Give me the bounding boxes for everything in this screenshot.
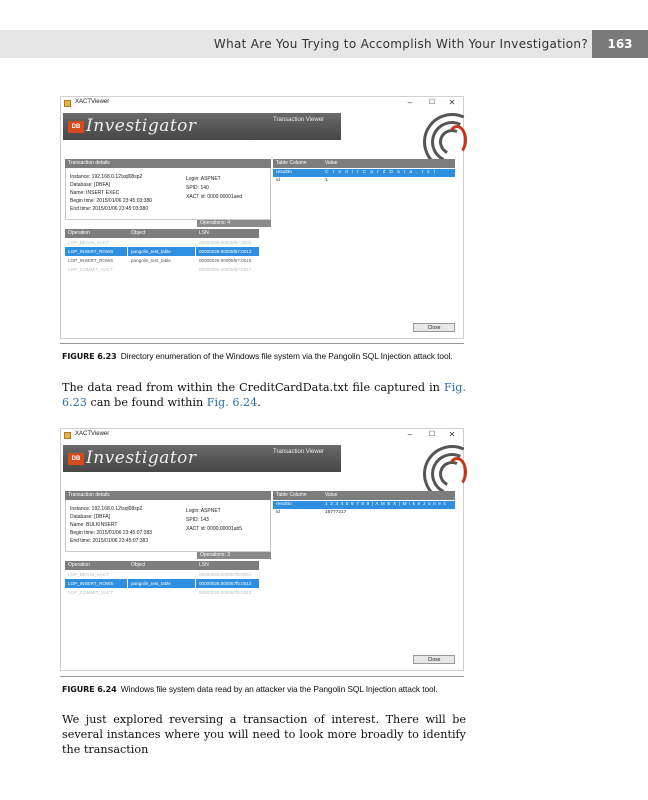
signal-arc-accent-icon (447, 457, 467, 487)
row-value: 16777217 (325, 510, 347, 515)
table-row[interactable] (273, 177, 455, 185)
details-header: Transaction details (65, 491, 271, 500)
row-object: pangolin_test_table (131, 249, 171, 254)
logo-text: Investigator (86, 448, 197, 468)
operations-count: Operations: 4 (197, 220, 271, 227)
caption-label: FIGURE 6.23 (62, 352, 117, 361)
col-object-header[interactable]: Object (131, 562, 146, 568)
maximize-icon[interactable]: ☐ (428, 431, 436, 438)
view-title: Transaction Viewer (273, 449, 325, 455)
end-time-value: End time: 2015/01/06 23:45:07:383 (70, 538, 149, 544)
logo-text: Investigator (86, 116, 197, 136)
table-row-selected[interactable] (273, 169, 455, 177)
paragraph-text: can be found within (86, 396, 207, 409)
col-object-header[interactable]: Object (131, 230, 146, 236)
row-object: pangolin_test_table (131, 258, 171, 263)
window-title: XACTViewer (75, 431, 110, 437)
table-row-selected[interactable] (65, 579, 259, 588)
row-column-name: id (276, 178, 280, 183)
app-banner (63, 113, 341, 140)
table-row[interactable] (65, 256, 259, 265)
row-operation: LOP_INSERT_ROWS (68, 258, 114, 263)
col-lsn-header[interactable]: LSN (199, 562, 209, 568)
spid-value: SPID: 140 (186, 185, 209, 191)
figure-caption-6-24 (62, 684, 482, 694)
table-row-selected[interactable] (65, 247, 259, 256)
column-divider (195, 579, 196, 588)
close-icon[interactable]: ✕ (448, 98, 456, 107)
col-operation-header[interactable]: Operation (68, 230, 90, 236)
caption-text: Directory enumeration of the Windows file system via the Pangolin SQL Injection attack tool. (120, 351, 453, 361)
figure-link[interactable]: Fig. 6.23 (62, 381, 466, 409)
instance-value: Instance: 192.168.0.12\sql08sp2 (70, 506, 143, 512)
begin-time-value: Begin time: 2015/01/06 23:45:03:380 (70, 198, 153, 204)
grid-header (65, 229, 259, 238)
grid-header (65, 561, 259, 570)
table-row[interactable] (273, 509, 455, 517)
column-divider (127, 579, 128, 588)
col-operation-header[interactable]: Operation (68, 562, 90, 568)
login-value: Login: ASPNET (186, 176, 221, 182)
row-lsn: 00000026:00005f87:0017 (199, 267, 252, 272)
row-operation: LOP_BEGIN_XACT (68, 572, 109, 577)
table-row[interactable] (65, 570, 259, 579)
page-number: 163 (592, 30, 648, 58)
row-value: 1 (325, 178, 328, 183)
table-row[interactable] (65, 265, 259, 274)
details-header: Transaction details (65, 159, 271, 168)
paragraph-1 (62, 380, 466, 410)
row-column-name: resultto (276, 170, 292, 175)
transaction-details (65, 168, 271, 220)
caption-text: Windows file system data read by an attacker via the Pangolin SQL Injection attack tool. (120, 684, 438, 694)
close-button[interactable]: Close (413, 323, 455, 332)
row-column-name: resultto (276, 502, 292, 507)
close-button[interactable]: Close (413, 655, 455, 664)
database-value: Database: [DBFA] (70, 182, 111, 188)
maximize-icon[interactable]: ☐ (428, 99, 436, 106)
instance-value: Instance: 192.168.0.12\sql08sp2 (70, 174, 143, 180)
table-row[interactable] (65, 238, 259, 247)
running-header (0, 30, 648, 58)
row-operation: LOP_INSERT_ROWS (68, 249, 114, 254)
paragraph-text: The data read from within the CreditCardData.txt file captured in (62, 381, 444, 394)
operations-count: Operations: 3 (197, 552, 271, 559)
minimize-icon[interactable]: – (407, 430, 413, 439)
row-column-name: id (276, 510, 280, 515)
row-lsn: 00000026:000057fb:0001 (199, 572, 252, 577)
begin-time-value: Begin time: 2015/01/06 23:45:07:383 (70, 530, 153, 536)
app-banner (63, 445, 341, 472)
col-value-header[interactable]: Value (325, 492, 338, 498)
app-icon (64, 100, 71, 107)
row-value: C r e d i t C a r d D a t a . t x t (325, 170, 437, 175)
database-value: Database: [DBFA] (70, 514, 111, 520)
window-title: XACTViewer (75, 99, 110, 105)
caption-label: FIGURE 6.24 (62, 685, 117, 694)
xact-viewer-window-2 (60, 428, 464, 671)
row-lsn: 00000026:00005f87:0013 (199, 249, 252, 254)
paragraph-2: We just explored reversing a transaction of interest. There will be several instances where you will need to look more broadly to identify the transaction (62, 713, 466, 756)
caption-rule (60, 676, 464, 677)
spid-value: SPID: 143 (186, 517, 209, 523)
row-operation: LOP_BEGIN_XACT (68, 240, 109, 245)
row-operation: LOP_INSERT_ROWS (68, 581, 114, 586)
row-lsn: 00000026:00005f87:0002 (199, 240, 252, 245)
close-icon[interactable]: ✕ (448, 430, 456, 439)
name-value: Name: INSERT EXEC (70, 190, 120, 196)
table-header (273, 491, 455, 500)
col-value-header[interactable]: Value (325, 160, 338, 166)
row-operation: LOP_COMMIT_XACT (68, 590, 114, 595)
db-logo-badge: DB (68, 121, 84, 133)
login-value: Login: ASPNET (186, 508, 221, 514)
window-titlebar[interactable] (61, 97, 463, 111)
xact-id-value: XACT id: 0000:00001aed (186, 194, 243, 200)
running-title: What Are You Trying to Accomplish With Your Investigation? (213, 37, 588, 51)
window-titlebar[interactable] (61, 429, 463, 443)
signal-arc-accent-icon (447, 125, 467, 155)
figure-caption-6-23 (62, 351, 482, 361)
column-divider (195, 247, 196, 256)
paragraph-text: . (257, 396, 261, 409)
figure-link[interactable]: Fig. 6.24 (206, 396, 258, 409)
row-lsn: 00000026:000057fb:0012 (199, 581, 252, 586)
table-row-selected[interactable] (273, 501, 455, 509)
col-lsn-header[interactable]: LSN (199, 230, 209, 236)
col-table-column-header[interactable]: Table Column (276, 492, 307, 498)
caption-rule (60, 343, 464, 344)
name-value: Name: BULKINSERT (70, 522, 118, 528)
xact-viewer-window-1 (60, 96, 464, 339)
row-operation: LOP_COMMIT_XACT (68, 267, 114, 272)
transaction-details (65, 500, 271, 552)
row-lsn: 00000026:000057fb:0014 (199, 590, 252, 595)
db-logo-badge: DB (68, 453, 84, 465)
row-object: pangolin_test_table (131, 581, 171, 586)
row-value: 1 2 3 4 5 6 7 8 9 | A M E X | M i k e J o n e s (325, 502, 447, 507)
minimize-icon[interactable]: – (407, 98, 413, 107)
xact-id-value: XACT id: 0000:00001ab5 (186, 526, 243, 532)
table-row[interactable] (65, 588, 259, 597)
col-table-column-header[interactable]: Table Column (276, 160, 307, 166)
app-icon (64, 432, 71, 439)
row-lsn: 00000026:00005f87:0016 (199, 258, 252, 263)
table-header (273, 159, 455, 168)
column-divider (127, 247, 128, 256)
view-title: Transaction Viewer (273, 117, 325, 123)
end-time-value: End time: 2015/01/06 23:45:03:380 (70, 206, 149, 212)
